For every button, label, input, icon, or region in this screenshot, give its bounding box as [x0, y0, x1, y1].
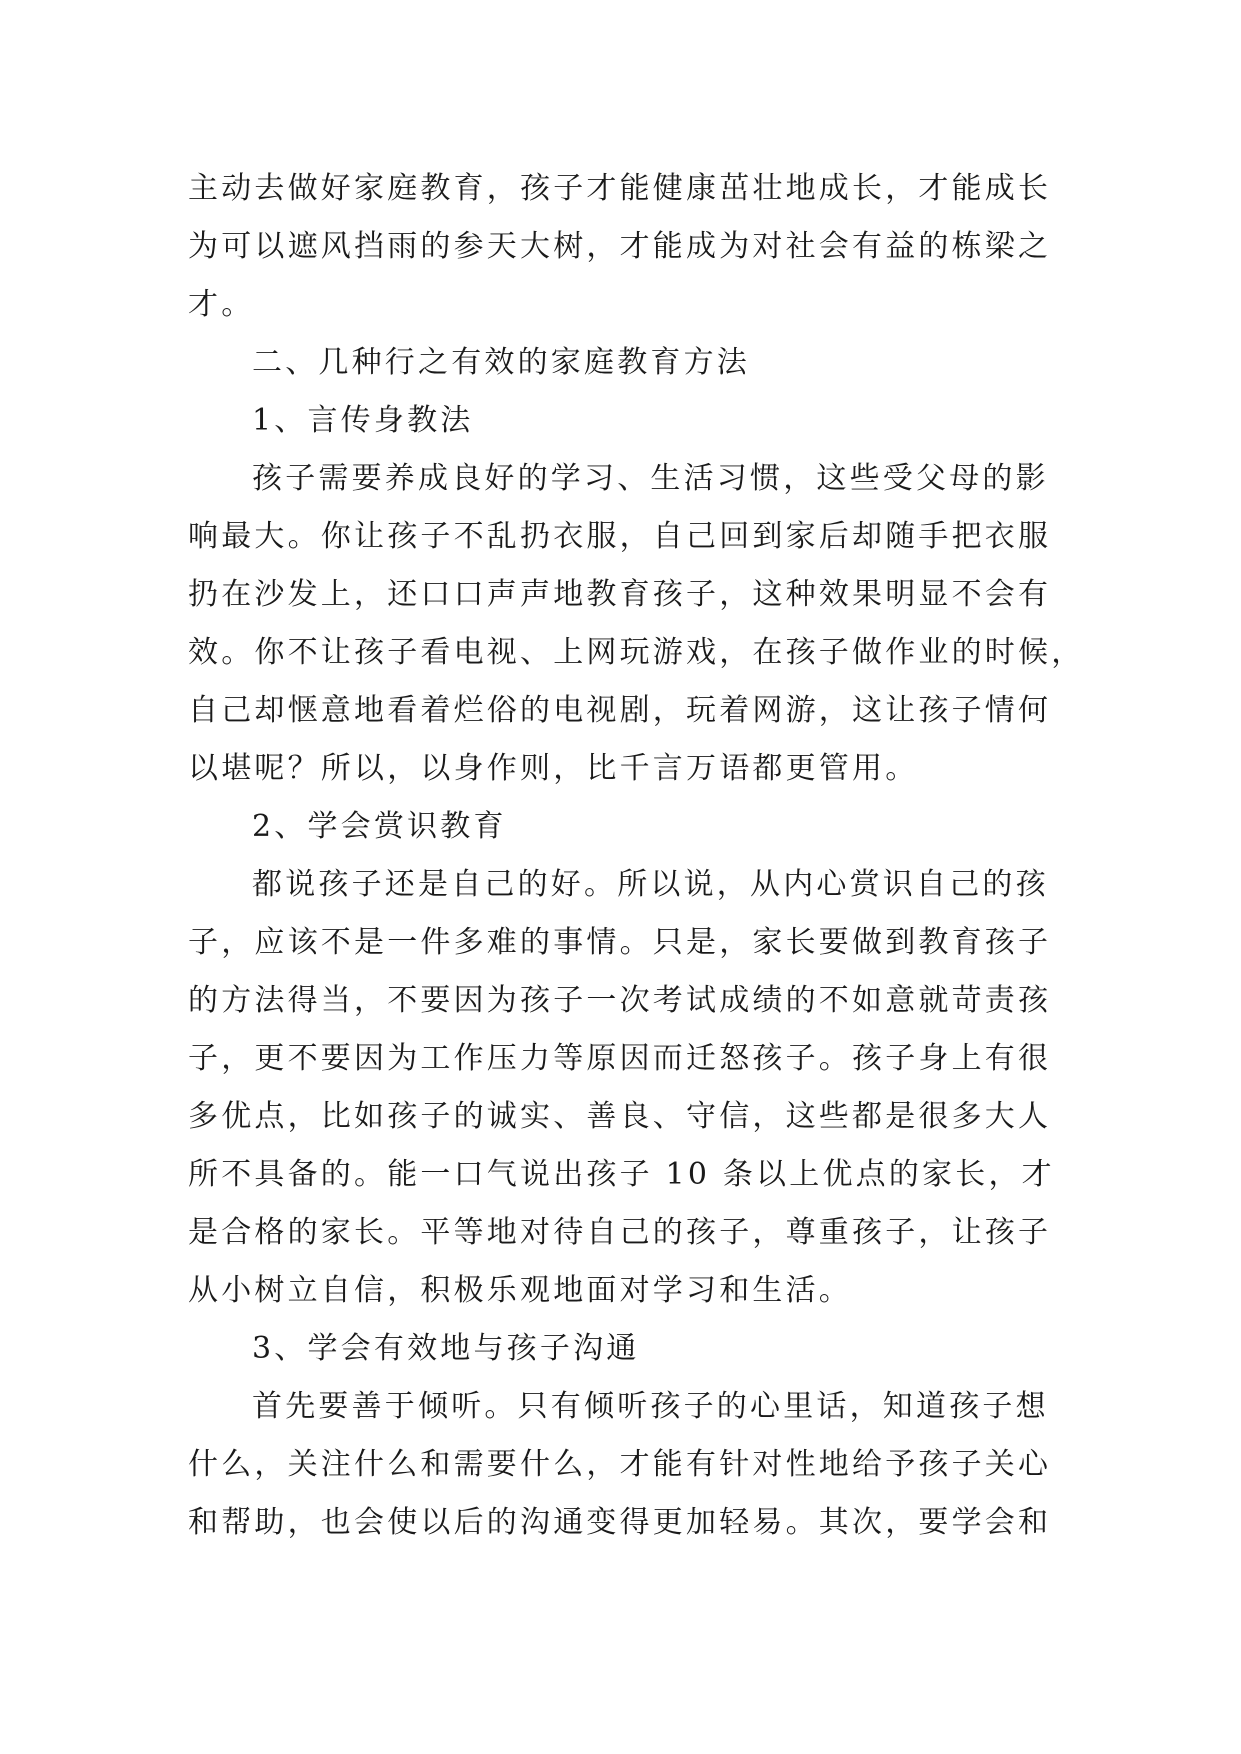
- text-line: 孩子需要养成良好的学习、生活习惯，这些受父母的影: [252, 461, 1049, 496]
- subsection-heading: 2、学会赏识教育: [252, 809, 507, 844]
- text-line: 是合格的家长。平等地对待自己的孩子，尊重孩子，让孩子: [188, 1215, 1052, 1250]
- text-line: 和帮助，也会使以后的沟通变得更加轻易。其次，要学会和: [188, 1505, 1052, 1540]
- section-heading: 二、几种行之有效的家庭教育方法: [252, 345, 750, 380]
- document-body: [188, 160, 1085, 1552]
- text-line: 从小树立自信，积极乐观地面对学习和生活。: [188, 1273, 852, 1308]
- subsection-heading: 3、学会有效地与孩子沟通: [252, 1331, 640, 1366]
- text-line: 都说孩子还是自己的好。所以说，从内心赏识自己的孩: [252, 867, 1049, 902]
- text-line: 首先要善于倾听。只有倾听孩子的心里话，知道孩子想: [252, 1389, 1049, 1424]
- text-line: 什么，关注什么和需要什么，才能有针对性地给予孩子关心: [188, 1447, 1052, 1482]
- subsection-heading: 1、言传身教法: [252, 403, 474, 438]
- text-line: 以堪呢？所以，以身作则，比千言万语都更管用。: [188, 751, 919, 786]
- text-line: 子，更不要因为工作压力等原因而迁怒孩子。孩子身上有很: [188, 1041, 1052, 1076]
- text-line: 扔在沙发上，还口口声声地教育孩子，这种效果明显不会有: [188, 577, 1052, 612]
- text-line: 多优点，比如孩子的诚实、善良、守信，这些都是很多大人: [188, 1099, 1052, 1134]
- text-line: 主动去做好家庭教育，孩子才能健康茁壮地成长，才能成长: [188, 171, 1052, 206]
- text-line: 才。: [188, 287, 255, 322]
- text-line: 所不具备的。能一口气说出孩子 10 条以上优点的家长，才: [188, 1157, 1055, 1192]
- text-line: 自己却惬意地看着烂俗的电视剧，玩着网游，这让孩子情何: [188, 693, 1052, 728]
- text-line: 为可以遮风挡雨的参天大树，才能成为对社会有益的栋梁之: [188, 229, 1052, 264]
- text-line: 子，应该不是一件多难的事情。只是，家长要做到教育孩子: [188, 925, 1052, 960]
- text-line: 响最大。你让孩子不乱扔衣服，自己回到家后却随手把衣服: [188, 519, 1052, 554]
- text-line: 效。你不让孩子看电视、上网玩游戏，在孩子做作业的时候，: [188, 635, 1085, 670]
- text-line: 的方法得当，不要因为孩子一次考试成绩的不如意就苛责孩: [188, 983, 1052, 1018]
